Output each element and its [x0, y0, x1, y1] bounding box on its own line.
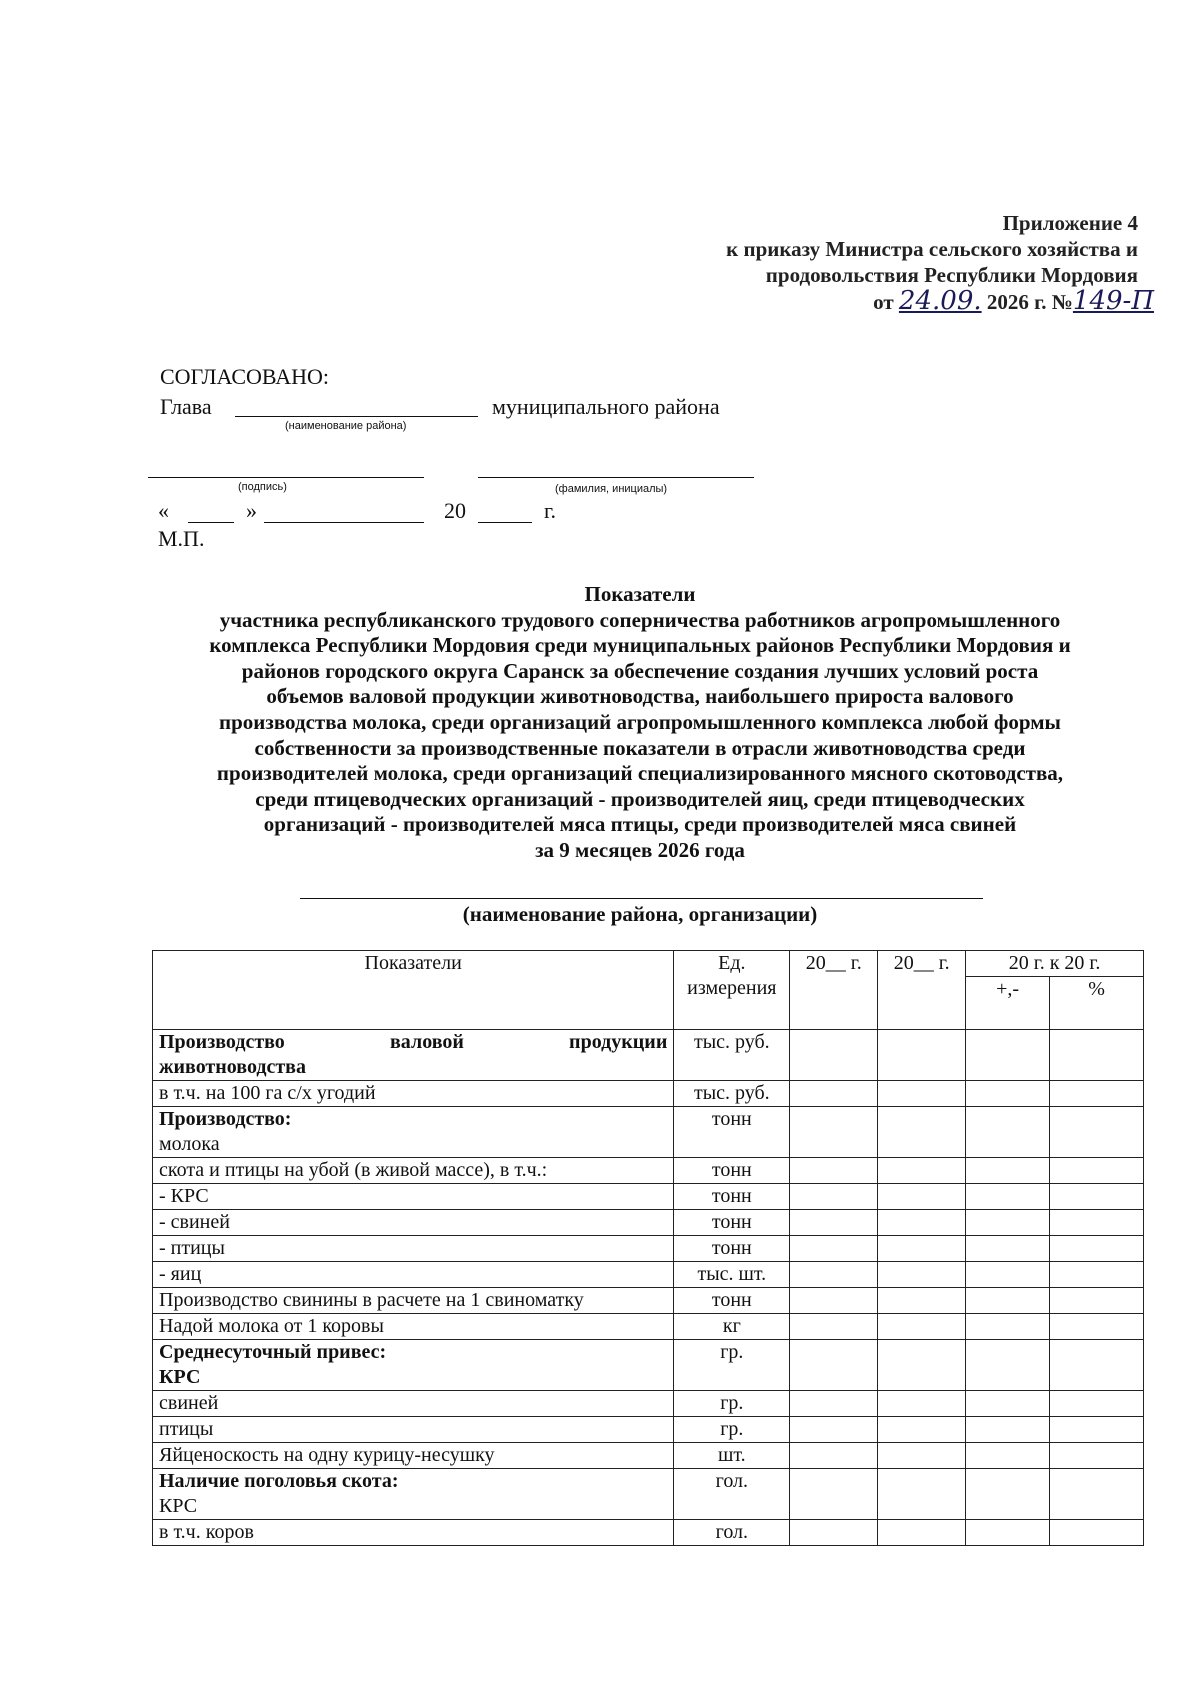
- value-cell: [1050, 1314, 1144, 1340]
- indicator-text: птицы: [159, 1418, 214, 1440]
- signature-caption: (подпись): [238, 481, 287, 493]
- unit-cell: шт.: [674, 1443, 790, 1469]
- indicator-text: - яиц: [159, 1263, 202, 1285]
- indicator-text: Яйценоскость на одну курицу-несушку: [159, 1444, 495, 1466]
- indicator-text: Надой молока от 1 коровы: [159, 1315, 384, 1337]
- value-cell: [878, 1288, 966, 1314]
- quote-close: »: [246, 498, 257, 523]
- title-line: комплекса Республики Мордовия среди муниципальных районов Республики Мордовия и: [209, 633, 1071, 658]
- indicator-text: в т.ч. коров: [159, 1521, 254, 1543]
- indicator-cell: [153, 1210, 674, 1236]
- indicator-text: в т.ч. на 100 га с/х угодий: [159, 1082, 376, 1104]
- value-cell: [1050, 1210, 1144, 1236]
- name-caption: (фамилия, инициалы): [555, 483, 668, 495]
- value-cell: [790, 1340, 878, 1391]
- indicator-cell: [153, 1262, 674, 1288]
- table-row: [153, 1184, 1144, 1210]
- table-row: [153, 1520, 1144, 1546]
- value-cell: [1050, 1030, 1144, 1081]
- value-cell: [878, 1158, 966, 1184]
- unit-cell: тонн: [674, 1158, 790, 1184]
- value-cell: [1050, 1184, 1144, 1210]
- value-cell: [966, 1030, 1050, 1081]
- indicator-cell: [153, 1236, 674, 1262]
- value-cell: [878, 1417, 966, 1443]
- unit-cell: тыс. руб.: [674, 1081, 790, 1107]
- indicators-table: [152, 950, 1144, 1546]
- table-row: [153, 1107, 1144, 1158]
- indicator-text: скота и птицы на убой (в живой массе), в т.ч.:: [159, 1159, 548, 1181]
- value-cell: [1050, 1469, 1144, 1520]
- title-line: районов городского округа Саранск за обеспечение создания лучших условий роста: [241, 658, 1039, 683]
- indicator-text: - свиней: [159, 1211, 230, 1233]
- value-cell: [878, 1262, 966, 1288]
- head-label: Глава: [160, 394, 212, 419]
- value-cell: [878, 1314, 966, 1340]
- indicator-cell: [153, 1314, 674, 1340]
- indicator-cell: [153, 1030, 674, 1081]
- value-cell: [966, 1443, 1050, 1469]
- value-cell: [878, 1340, 966, 1391]
- year-suffix: г.: [544, 498, 557, 523]
- value-cell: [790, 1314, 878, 1340]
- district-caption: (наименование района): [285, 420, 407, 432]
- value-cell: [878, 1443, 966, 1469]
- value-cell: [1050, 1107, 1144, 1158]
- unit-cell: гол.: [674, 1520, 790, 1546]
- indicator-subtext: животноводства: [159, 1056, 306, 1078]
- unit-cell: гол.: [674, 1469, 790, 1520]
- indicator-text: Среднесуточный привес:: [159, 1341, 387, 1363]
- order-date-line: [726, 288, 1154, 315]
- day-blank: [188, 500, 234, 523]
- value-cell: [878, 1210, 966, 1236]
- value-cell: [790, 1391, 878, 1417]
- indicator-subtext: молока: [159, 1133, 220, 1155]
- value-cell: [790, 1262, 878, 1288]
- value-cell: [966, 1314, 1050, 1340]
- value-cell: [790, 1030, 878, 1081]
- unit-cell: тонн: [674, 1210, 790, 1236]
- value-cell: [966, 1184, 1050, 1210]
- table-body: [153, 1030, 1144, 1546]
- value-cell: [966, 1391, 1050, 1417]
- organization-caption: (наименование района, организации): [462, 902, 818, 926]
- title-line: производителей молока, среди организаций специализированного мясного скотоводства,: [216, 761, 1064, 786]
- value-cell: [790, 1081, 878, 1107]
- indicator-text: - птицы: [159, 1237, 225, 1259]
- value-cell: [790, 1417, 878, 1443]
- unit-header: Ед. измерения: [674, 951, 790, 1030]
- indicator-cell: [153, 1081, 674, 1107]
- indicator-subtext: КРС: [159, 1495, 198, 1517]
- value-cell: [878, 1107, 966, 1158]
- order-reference: к приказу Министра сельского хозяйства и: [726, 237, 1138, 261]
- indicator-cell: [153, 1469, 674, 1520]
- value-cell: [1050, 1417, 1144, 1443]
- value-cell: [966, 1288, 1050, 1314]
- name-blank: [478, 455, 754, 478]
- title-line: объемов валовой продукции животноводства, наибольшего прироста валового: [266, 684, 1014, 709]
- unit-cell: гр.: [674, 1391, 790, 1417]
- year1-header: 20__ г.: [790, 951, 878, 1030]
- value-cell: [1050, 1340, 1144, 1391]
- document-title: [150, 582, 1130, 864]
- appendix-number: Приложение 4: [1002, 211, 1138, 235]
- title-line: среди птицеводческих организаций - производителей яиц, среди птицеводческих: [255, 786, 1025, 811]
- unit-cell: тонн: [674, 1236, 790, 1262]
- value-cell: [1050, 1520, 1144, 1546]
- value-cell: [790, 1236, 878, 1262]
- unit-cell: тонн: [674, 1184, 790, 1210]
- indicator-cell: [153, 1184, 674, 1210]
- value-cell: [878, 1391, 966, 1417]
- date-prefix: от: [873, 290, 894, 314]
- value-cell: [1050, 1158, 1144, 1184]
- table-row: [153, 1469, 1144, 1520]
- indicator-subtext: КРС: [159, 1366, 201, 1388]
- indicator-cell: [153, 1158, 674, 1184]
- indicator-cell: [153, 1340, 674, 1391]
- table-row: [153, 1391, 1144, 1417]
- unit-cell: гр.: [674, 1340, 790, 1391]
- table-row: [153, 1158, 1144, 1184]
- indicator-cell: [153, 1417, 674, 1443]
- value-cell: [1050, 1236, 1144, 1262]
- indicator-cell: [153, 1520, 674, 1546]
- value-cell: [966, 1262, 1050, 1288]
- year-blank: [478, 500, 532, 523]
- indicator-text: Производство валовой продукции: [159, 1031, 668, 1053]
- value-cell: [790, 1107, 878, 1158]
- value-cell: [966, 1107, 1050, 1158]
- title-line: организаций - производителей мяса птицы, среди производителей мяса свиней: [263, 812, 1017, 837]
- value-cell: [966, 1417, 1050, 1443]
- value-cell: [790, 1443, 878, 1469]
- table-header-row: [153, 951, 1144, 977]
- table-row: [153, 1030, 1144, 1081]
- value-cell: [878, 1236, 966, 1262]
- indicator-text: Производство:: [159, 1108, 292, 1130]
- value-cell: [966, 1236, 1050, 1262]
- value-cell: [966, 1340, 1050, 1391]
- value-cell: [790, 1184, 878, 1210]
- year-prefix: 20: [444, 498, 466, 523]
- indicator-header: Показатели: [153, 951, 674, 1030]
- title-line: участника республиканского трудового соперничества работников агропромышленного: [219, 607, 1061, 632]
- unit-cell: тонн: [674, 1107, 790, 1158]
- value-cell: [966, 1210, 1050, 1236]
- indicator-text: Производство свинины в расчете на 1 свиноматку: [159, 1289, 584, 1311]
- table-row: [153, 1314, 1144, 1340]
- value-cell: [966, 1469, 1050, 1520]
- value-cell: [1050, 1391, 1144, 1417]
- value-cell: [790, 1158, 878, 1184]
- diff-header: +,-: [966, 977, 1050, 1030]
- year-and-number-label: 2026 г. №: [986, 290, 1073, 314]
- title-line: производства молока, среди организаций агропромышленного комплекса любой формы: [219, 709, 1061, 734]
- quote-open: «: [158, 498, 169, 523]
- value-cell: [1050, 1081, 1144, 1107]
- month-blank: [264, 500, 424, 523]
- agreed-label: СОГЛАСОВАНО:: [160, 364, 329, 389]
- table-row: [153, 1236, 1144, 1262]
- indicator-text: свиней: [159, 1392, 219, 1414]
- value-cell: [1050, 1262, 1144, 1288]
- table-row: [153, 1443, 1144, 1469]
- ministry-name: продовольствия Республики Мордовия: [765, 263, 1138, 287]
- indicator-cell: [153, 1391, 674, 1417]
- value-cell: [790, 1210, 878, 1236]
- unit-cell: кг: [674, 1314, 790, 1340]
- indicator-cell: [153, 1443, 674, 1469]
- table-row: [153, 1288, 1144, 1314]
- value-cell: [966, 1081, 1050, 1107]
- value-cell: [878, 1081, 966, 1107]
- value-cell: [966, 1158, 1050, 1184]
- value-cell: [878, 1469, 966, 1520]
- organization-blank: [300, 898, 983, 899]
- indicator-cell: [153, 1107, 674, 1158]
- district-blank: [235, 392, 478, 417]
- unit-cell: тыс. шт.: [674, 1262, 790, 1288]
- unit-cell: гр.: [674, 1417, 790, 1443]
- appendix-header: [726, 210, 1154, 316]
- value-cell: [790, 1288, 878, 1314]
- district-suffix: муниципального района: [492, 394, 720, 419]
- table-row: [153, 1262, 1144, 1288]
- title-line: за 9 месяцев 2026 года: [535, 837, 745, 862]
- table-row: [153, 1081, 1144, 1107]
- indicator-cell: [153, 1288, 674, 1314]
- percent-header: %: [1050, 977, 1144, 1030]
- value-cell: [878, 1520, 966, 1546]
- value-cell: [790, 1469, 878, 1520]
- unit-cell: тыс. руб.: [674, 1030, 790, 1081]
- table-row: [153, 1340, 1144, 1391]
- indicator-text: Наличие поголовья скота:: [159, 1470, 399, 1492]
- value-cell: [1050, 1443, 1144, 1469]
- value-cell: [966, 1520, 1050, 1546]
- unit-cell: тонн: [674, 1288, 790, 1314]
- table-row: [153, 1210, 1144, 1236]
- title-line: собственности за производственные показатели в отрасли животноводства среди: [254, 735, 1026, 760]
- value-cell: [790, 1520, 878, 1546]
- value-cell: [878, 1184, 966, 1210]
- year2-header: 20__ г.: [878, 951, 966, 1030]
- value-cell: [1050, 1288, 1144, 1314]
- value-cell: [878, 1030, 966, 1081]
- handwritten-date: 24.09.: [898, 286, 982, 316]
- compare-header: 20 г. к 20 г.: [966, 951, 1144, 977]
- stamp-place: М.П.: [158, 526, 205, 551]
- signature-blank: [148, 455, 424, 478]
- table-row: [153, 1417, 1144, 1443]
- indicator-text: - КРС: [159, 1185, 209, 1207]
- handwritten-number: 149-П: [1072, 286, 1154, 316]
- title-heading: Показатели: [584, 582, 696, 606]
